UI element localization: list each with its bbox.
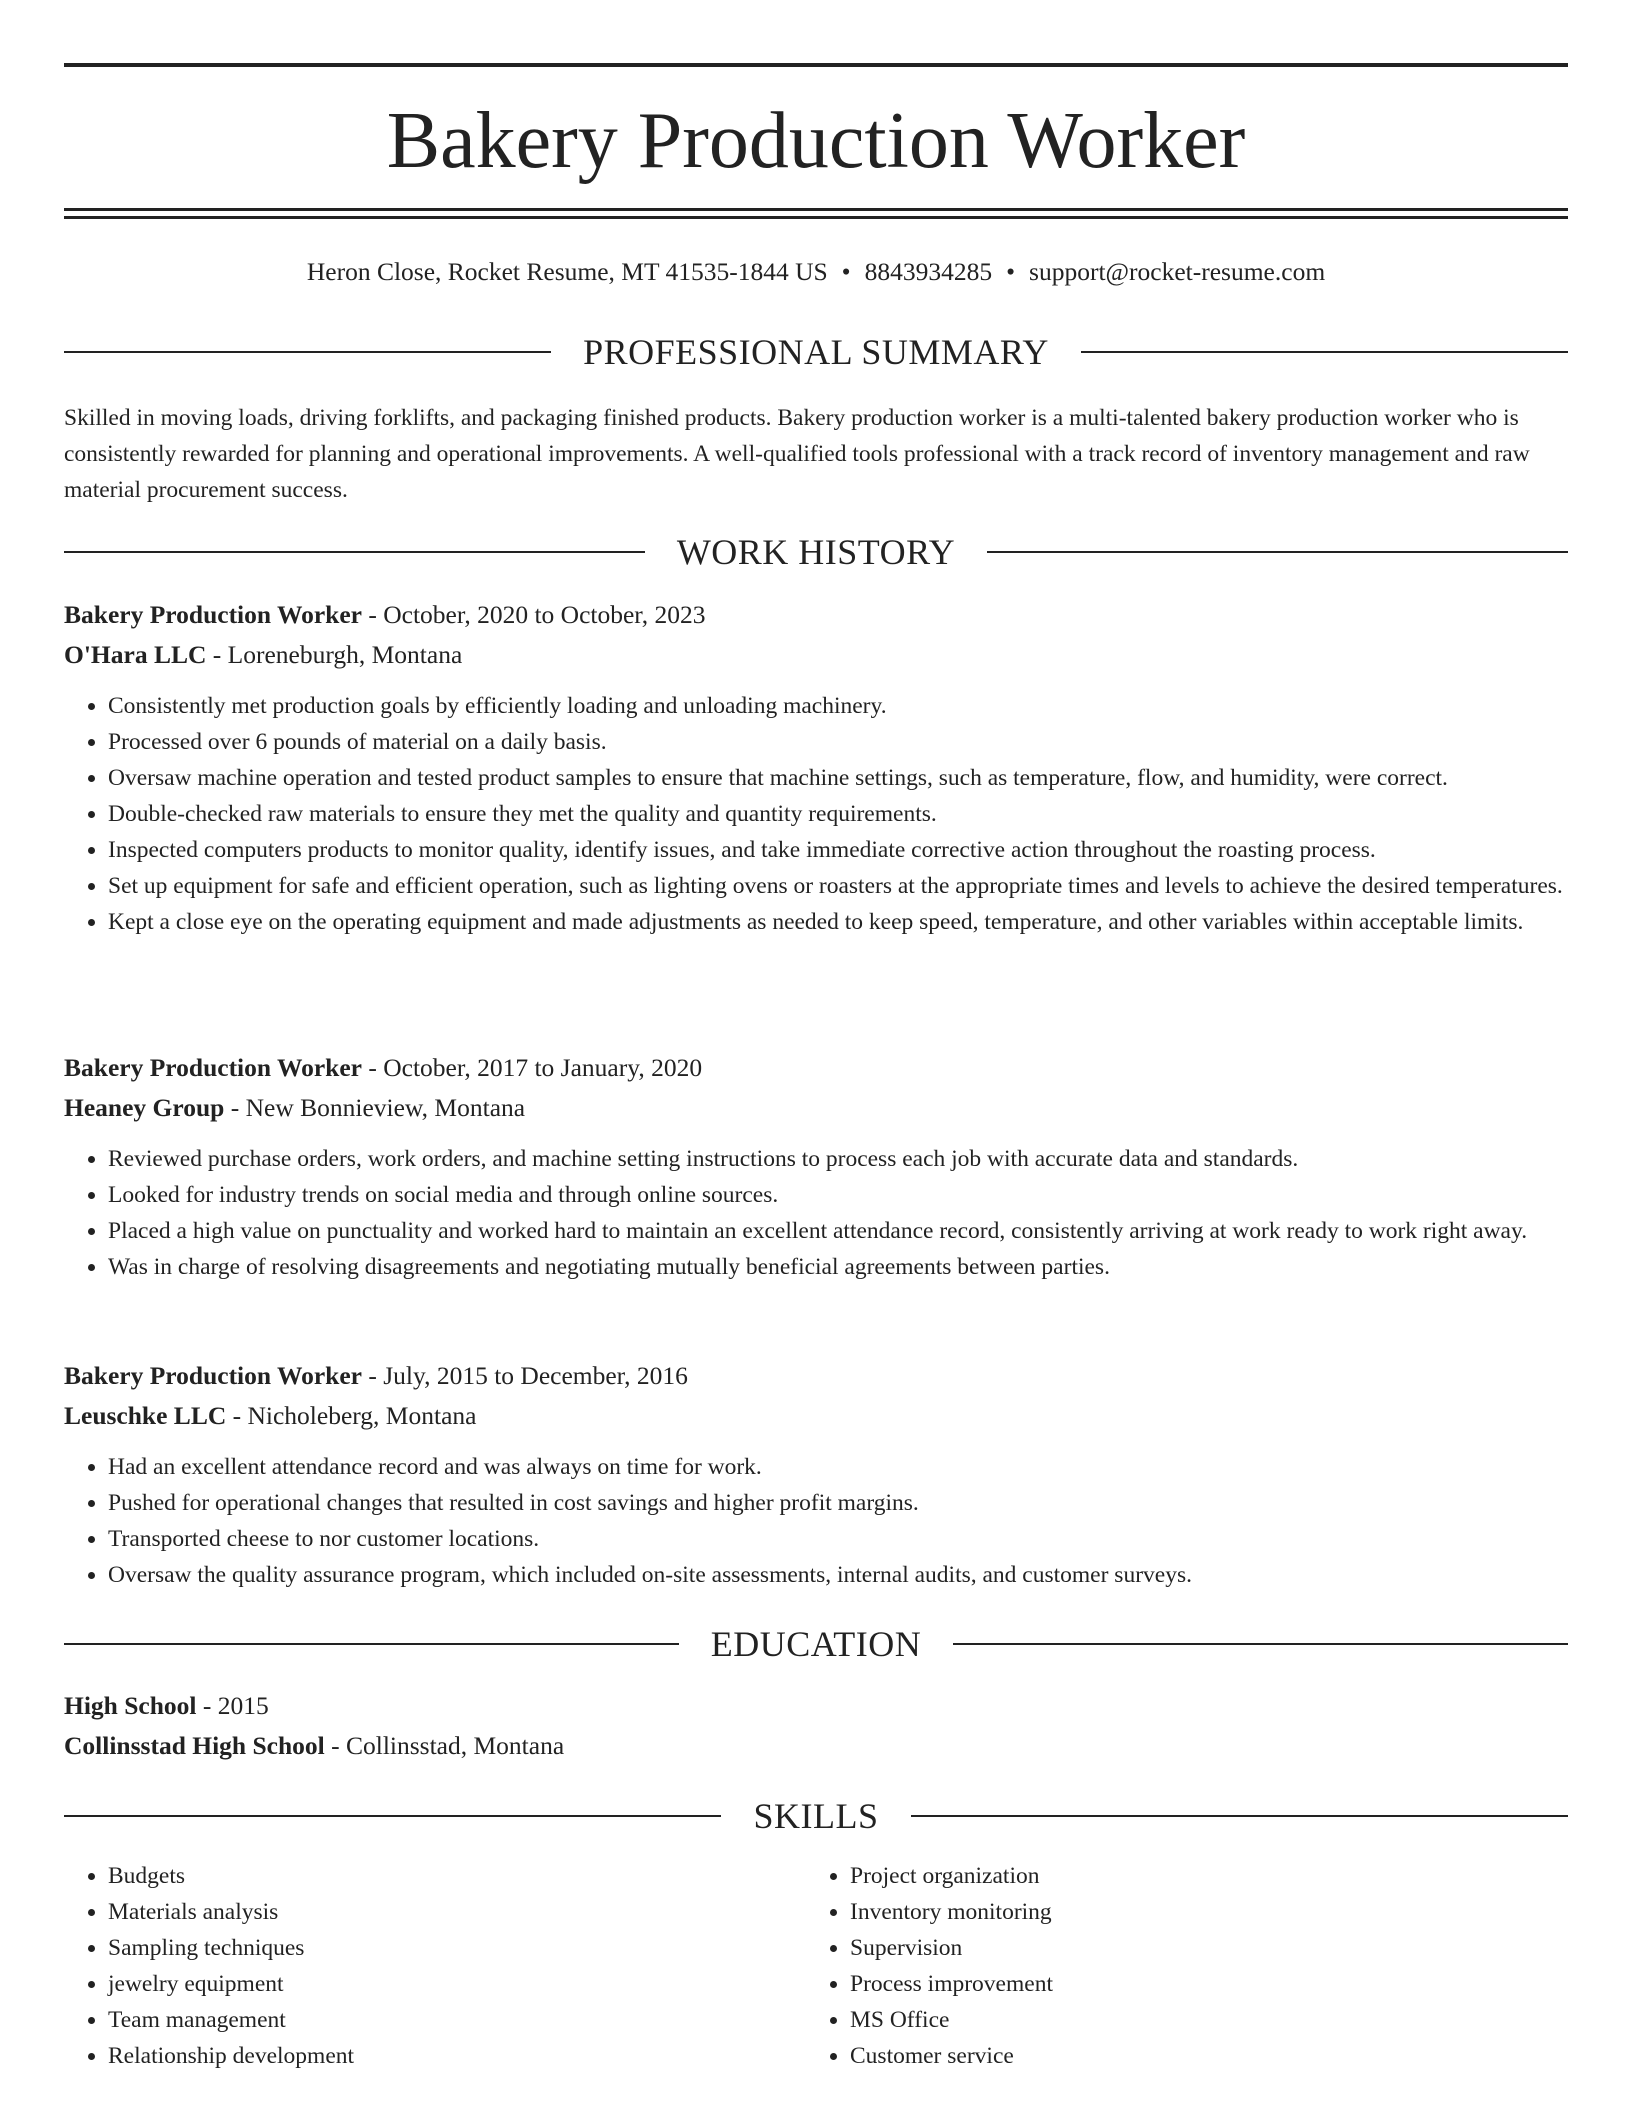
- section-heading-education: [64, 1622, 1568, 1666]
- section-title-summary: PROFESSIONAL SUMMARY: [551, 332, 1081, 372]
- job-location: - New Bonnieview, Montana: [224, 1093, 526, 1122]
- skill-item: • Customer service: [850, 2038, 1550, 2074]
- job-company-line: [64, 1088, 525, 1128]
- skill-item: • Supervision: [850, 1930, 1550, 1966]
- job-bullet: • Oversaw machine operation and tested product samples to ensure that machine settings, such as temperature, flow, and humidity, were correct.: [108, 760, 1612, 796]
- job-bullet: • Double-checked raw materials to ensure they met the quality and quantity requirements.: [108, 796, 1612, 832]
- job-location: - Nicholeberg, Montana: [226, 1401, 477, 1430]
- section-heading-work-history: [64, 530, 1568, 574]
- skill-item: • Budgets: [108, 1858, 808, 1894]
- job-bullets: [64, 688, 1612, 940]
- job-bullet: • Placed a high value on punctuality and worked hard to maintain an excellent attendance record, consistently arriving at work ready to work right away.: [108, 1213, 1612, 1249]
- contact-email: support@rocket-resume.com: [1029, 257, 1326, 286]
- skill-item: • MS Office: [850, 2002, 1550, 2038]
- skill-item: • Sampling techniques: [108, 1930, 808, 1966]
- title-rule-lower: [64, 216, 1568, 219]
- job-bullet: • Consistently met production goals by efficiently loading and unloading machinery.: [108, 688, 1612, 724]
- job-bullet: • Inspected computers products to monitor quality, identify issues, and take immediate corrective action throughout the roasting process.: [108, 832, 1612, 868]
- job-company-line: [64, 635, 462, 675]
- job-bullet: • Had an excellent attendance record and was always on time for work.: [108, 1449, 1612, 1485]
- contact-separator: •: [1006, 257, 1016, 286]
- skills-list-right: [806, 1858, 1550, 2074]
- job-bullet: • Pushed for operational changes that resulted in cost savings and higher profit margins.: [108, 1485, 1612, 1521]
- job-dates: - October, 2017 to January, 2020: [361, 1053, 703, 1082]
- education-degree-line: [64, 1686, 269, 1726]
- section-title-skills: SKILLS: [721, 1796, 910, 1836]
- job-location: - Loreneburgh, Montana: [206, 640, 463, 669]
- skill-item: • Project organization: [850, 1858, 1550, 1894]
- job-bullet: • Set up equipment for safe and efficient operation, such as lighting ovens or roasters at the appropriate times and levels to achieve the desired temperatures.: [108, 868, 1612, 904]
- job-bullet: • Oversaw the quality assurance program, which included on-site assessments, internal audits, and customer surveys.: [108, 1557, 1612, 1593]
- section-heading-summary: [64, 330, 1568, 374]
- job-company: Heaney Group: [64, 1093, 225, 1122]
- section-title-work-history: WORK HISTORY: [645, 532, 987, 572]
- job-company-line: [64, 1396, 476, 1436]
- job-title-line: [64, 1356, 688, 1396]
- job-company: Leuschke LLC: [64, 1401, 227, 1430]
- summary-text: Skilled in moving loads, driving forklifts, and packaging finished products. Bakery production worker is a multi-talented bakery production worker who is consistently rewarded for planning and operational improvements. A well-qualified tools professional with a track record of inventory management and raw material procurement success.: [64, 405, 1530, 503]
- job-title-line: [64, 595, 706, 635]
- skill-item: • Relationship development: [108, 2038, 808, 2074]
- job-company: O'Hara LLC: [64, 640, 207, 669]
- job-bullet: • Transported cheese to nor customer locations.: [108, 1521, 1612, 1557]
- contact-phone: 8843934285: [864, 257, 993, 286]
- job-dates: - October, 2020 to October, 2023: [361, 600, 706, 629]
- education-year: - 2015: [196, 1691, 269, 1720]
- skill-item: • Process improvement: [850, 1966, 1550, 2002]
- skill-item: • jewelry equipment: [108, 1966, 808, 2002]
- job-bullet: • Kept a close eye on the operating equipment and made adjustments as needed to keep speed, temperature, and other variables within acceptable limits.: [108, 904, 1612, 940]
- contact-line: [64, 252, 1568, 292]
- job-title-line: [64, 1048, 702, 1088]
- job-title: Bakery Production Worker: [64, 1053, 362, 1082]
- resume-title: Bakery Production Worker: [386, 97, 1246, 185]
- job-dates: - July, 2015 to December, 2016: [361, 1361, 688, 1390]
- job-bullet: • Was in charge of resolving disagreements and negotiating mutually beneficial agreements between parties.: [108, 1249, 1612, 1285]
- job-bullets: [64, 1449, 1612, 1593]
- contact-address: Heron Close, Rocket Resume, MT 41535-1844 US: [306, 257, 828, 286]
- job-bullet: • Looked for industry trends on social media and through online sources.: [108, 1177, 1612, 1213]
- education-location: - Collinsstad, Montana: [324, 1731, 565, 1760]
- skill-item: • Materials analysis: [108, 1894, 808, 1930]
- skill-item: • Team management: [108, 2002, 808, 2038]
- job-title: Bakery Production Worker: [64, 1361, 362, 1390]
- job-bullets: [64, 1141, 1612, 1285]
- skills-list-left: [64, 1858, 808, 2074]
- job-title: Bakery Production Worker: [64, 600, 362, 629]
- job-bullet: • Reviewed purchase orders, work orders, and machine setting instructions to process each job with accurate data and standards.: [108, 1141, 1612, 1177]
- education-degree: High School: [64, 1691, 197, 1720]
- section-heading-skills: [64, 1794, 1568, 1838]
- skill-item: • Inventory monitoring: [850, 1894, 1550, 1930]
- title-rule-upper: [64, 208, 1568, 211]
- section-title-education: EDUCATION: [679, 1624, 953, 1664]
- contact-separator: •: [841, 257, 851, 286]
- education-school: Collinsstad High School: [64, 1731, 325, 1760]
- job-bullet: • Processed over 6 pounds of material on a daily basis.: [108, 724, 1612, 760]
- top-rule: [64, 63, 1568, 67]
- education-school-line: [64, 1726, 564, 1766]
